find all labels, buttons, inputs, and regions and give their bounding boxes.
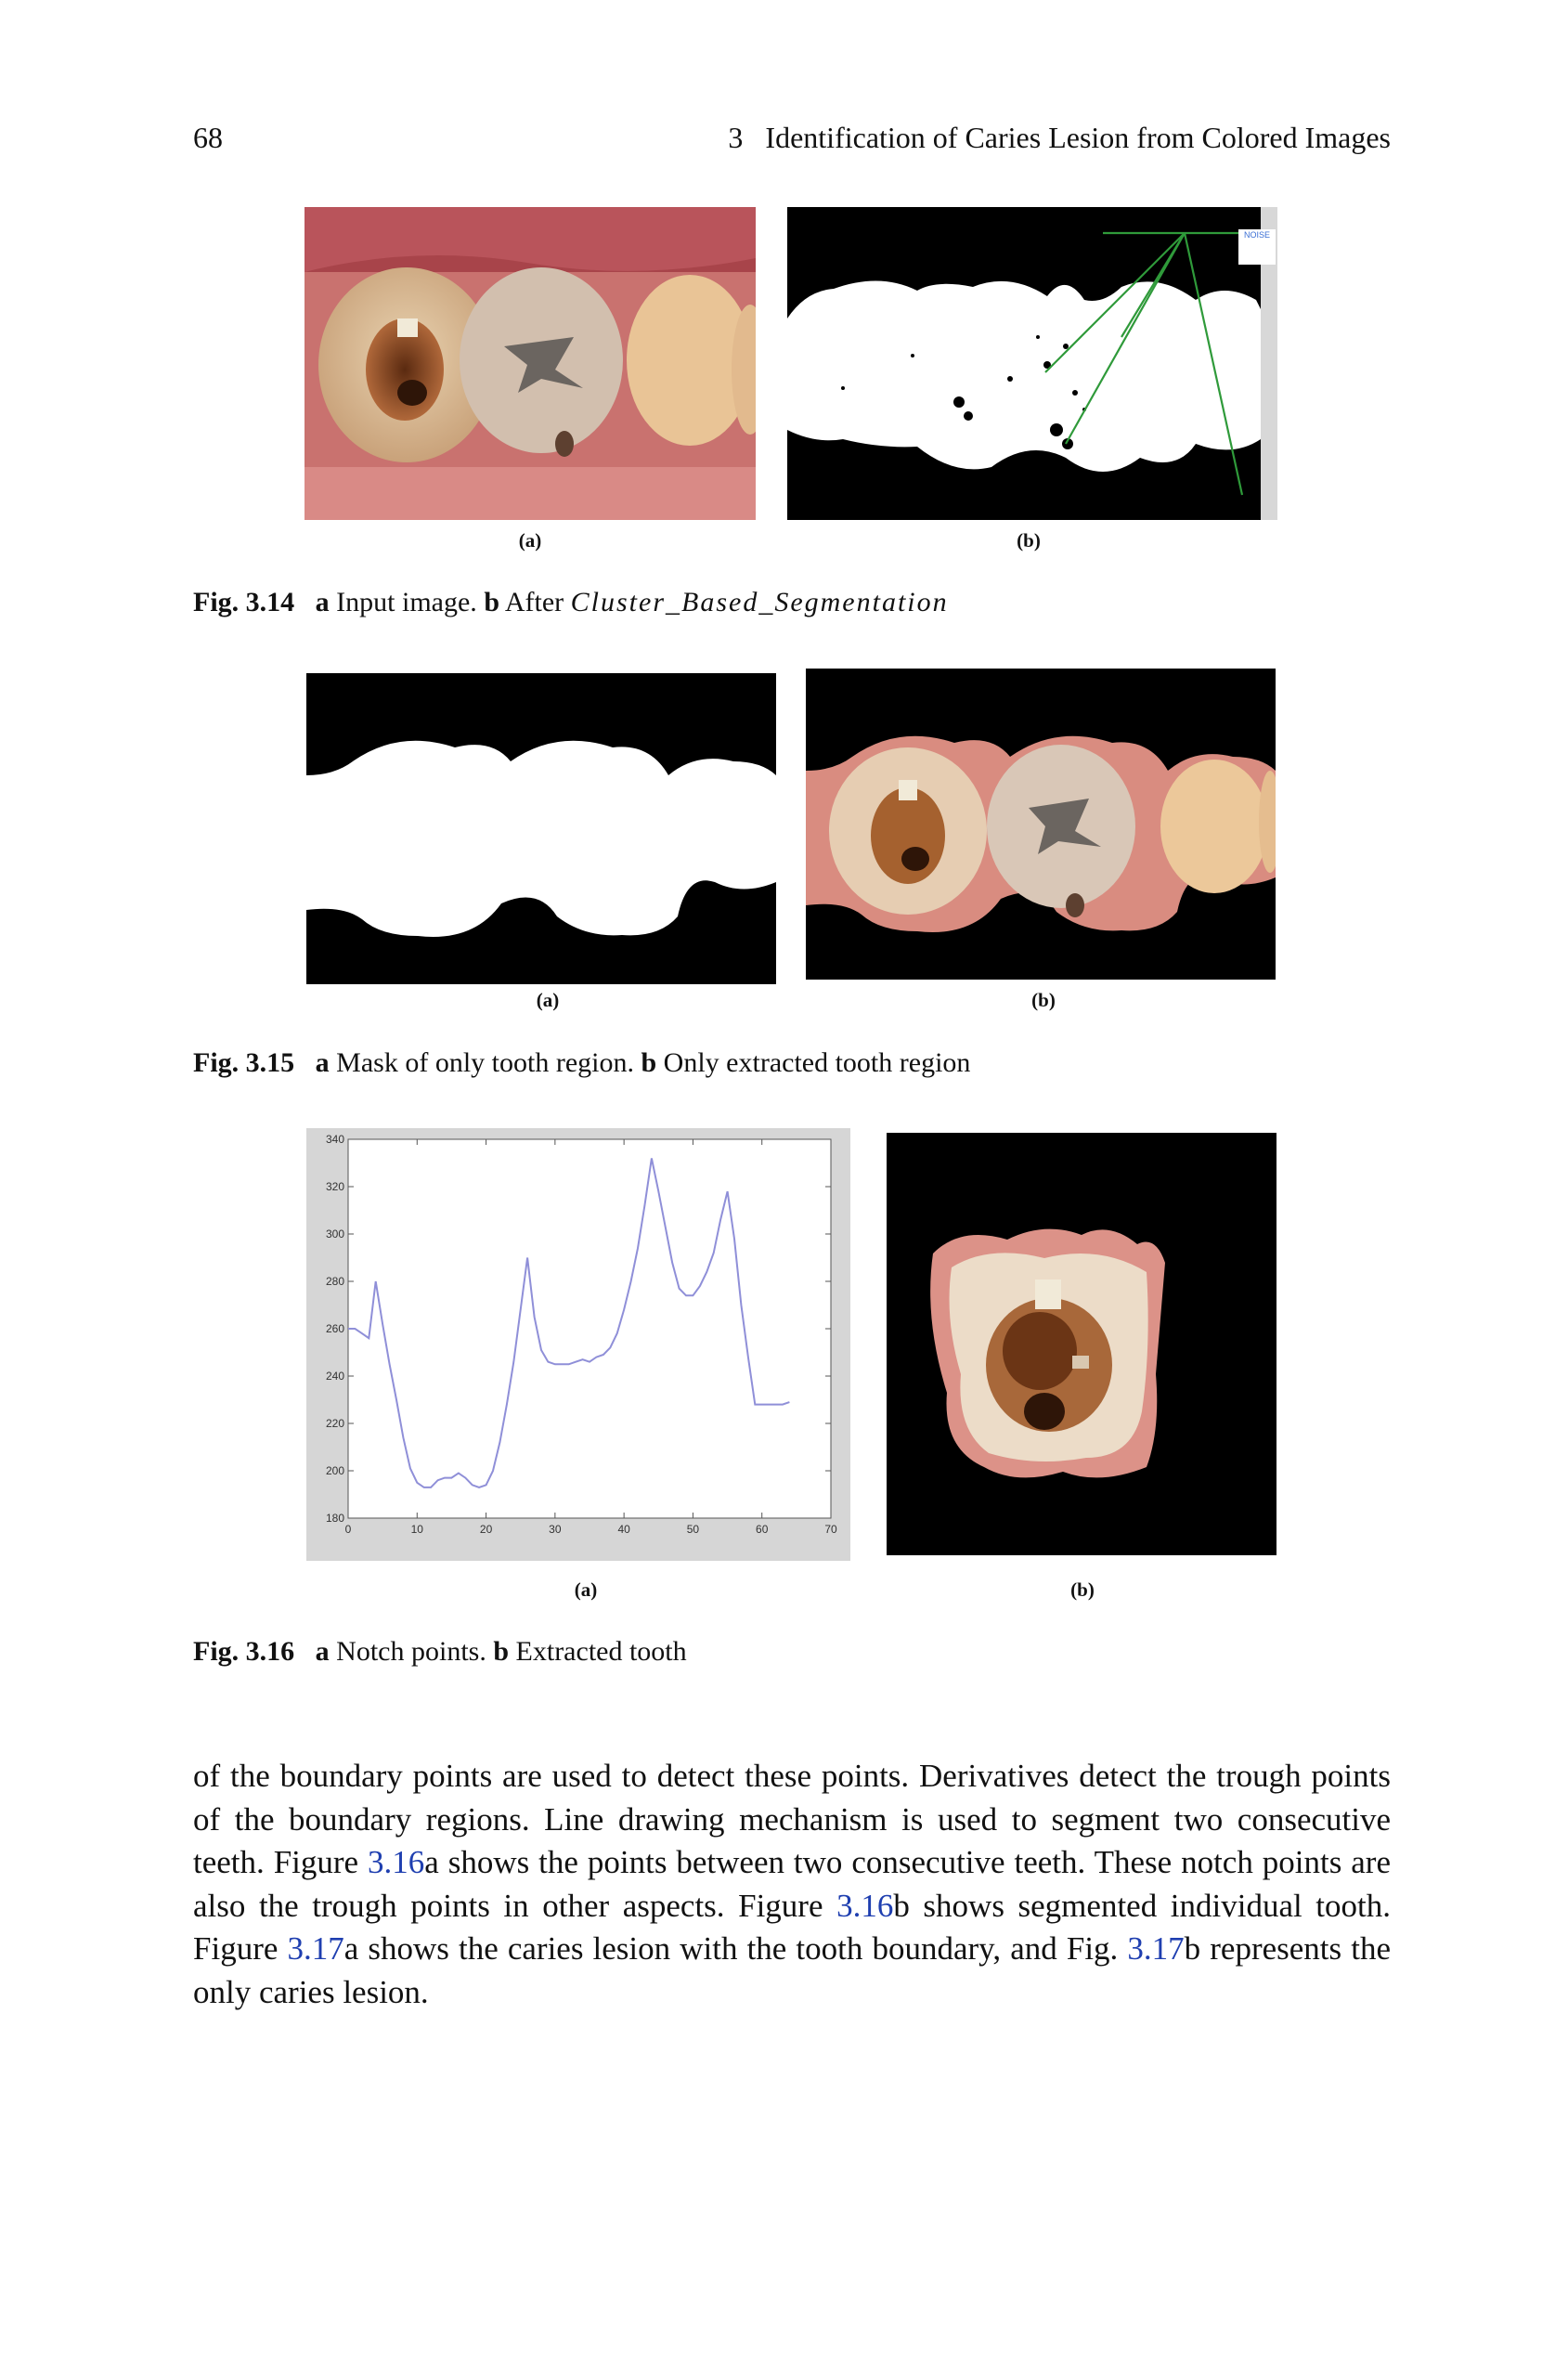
body-text-3: b shows segmented individual tooth. Figure xyxy=(193,1887,1391,1967)
fig315-caption-b-letter: b xyxy=(641,1047,657,1078)
fig314-caption-b-letter: b xyxy=(484,587,499,617)
page-number: 68 xyxy=(193,121,223,154)
body-text-1: of the boundary points are used to detect these points. Derivatives detect the trough points of the boundary regions. Line drawing mechanism is used to segment two consecutive teeth. Figure xyxy=(193,1758,1391,1880)
x-tick-label: 30 xyxy=(549,1523,562,1536)
y-tick-label: 300 xyxy=(325,1227,344,1240)
fig316-caption xyxy=(193,1636,687,1668)
fig314-caption-b: After xyxy=(504,587,564,617)
y-tick-label: 260 xyxy=(325,1322,344,1335)
fig316a-chart xyxy=(306,1128,850,1561)
fig316-caption-a-letter: a xyxy=(315,1636,330,1667)
fig315-sub-b: (b) xyxy=(1031,989,1056,1011)
body-paragraph xyxy=(193,1755,1391,2014)
fig314-caption-number: Fig. 3.14 xyxy=(193,587,295,617)
fig316-caption-number: Fig. 3.16 xyxy=(193,1636,295,1667)
noise-label: NOISE xyxy=(1243,230,1271,240)
fig315-caption-a-letter: a xyxy=(315,1047,330,1078)
fig314-sub-b: (b) xyxy=(1017,529,1041,552)
fig316-sub-b: (b) xyxy=(1070,1578,1095,1601)
body-text-2: a shows the points between two consecutive teeth. These notch points are also the trough points in other aspects. Figure xyxy=(193,1844,1391,1924)
x-tick-label: 40 xyxy=(617,1523,630,1536)
fig315-caption-number: Fig. 3.15 xyxy=(193,1047,295,1078)
fig314-caption-b-italic: Cluster_Based_Segmentation xyxy=(570,587,949,617)
x-tick-label: 70 xyxy=(824,1523,837,1536)
fig314a-input-image xyxy=(305,207,756,520)
fig315-sub-a: (a) xyxy=(536,989,560,1011)
y-tick-label: 340 xyxy=(325,1133,344,1146)
x-tick-label: 50 xyxy=(686,1523,700,1536)
body-text-4: a shows the caries lesion with the tooth boundary, and Fig. xyxy=(343,1930,1128,1967)
y-tick-label: 180 xyxy=(325,1512,344,1525)
x-tick-label: 60 xyxy=(756,1523,769,1536)
fig314-sub-a: (a) xyxy=(518,529,542,552)
x-tick-label: 0 xyxy=(344,1523,352,1536)
figure-ref-link[interactable]: 3.17 xyxy=(1127,1930,1185,1967)
fig314-caption xyxy=(193,587,949,618)
y-tick-label: 220 xyxy=(325,1417,344,1430)
fig315-caption-a: Mask of only tooth region. xyxy=(336,1047,634,1078)
y-tick-label: 320 xyxy=(325,1180,344,1193)
body-text-5: b represents the only caries lesion. xyxy=(193,1930,1391,2010)
x-tick-label: 20 xyxy=(479,1523,493,1536)
fig314-caption-a-letter: a xyxy=(315,587,330,617)
fig316b-extracted-tooth-image xyxy=(887,1133,1276,1555)
x-tick-label: 10 xyxy=(410,1523,423,1536)
figure-ref-link[interactable]: 3.16 xyxy=(368,1844,425,1880)
running-title: 3 Identification of Caries Lesion from Colored Images xyxy=(728,121,1391,154)
fig315-caption-b: Only extracted tooth region xyxy=(663,1047,971,1078)
fig316-caption-b-letter: b xyxy=(493,1636,510,1667)
figure-ref-link[interactable]: 3.16 xyxy=(836,1887,894,1924)
fig314-caption-a: Input image. xyxy=(336,587,477,617)
fig315-caption xyxy=(193,1047,970,1079)
y-tick-label: 200 xyxy=(325,1464,344,1477)
plot-area xyxy=(348,1139,831,1518)
fig315b-extracted-region-image xyxy=(806,669,1276,980)
fig316-caption-b: Extracted tooth xyxy=(515,1636,687,1667)
fig314b-segmentation-image xyxy=(787,207,1277,520)
fig315a-mask-image xyxy=(306,673,776,984)
figure-ref-link[interactable]: 3.17 xyxy=(287,1930,344,1967)
fig316-sub-a: (a) xyxy=(574,1578,598,1601)
fig316-caption-a: Notch points. xyxy=(336,1636,486,1667)
y-tick-label: 280 xyxy=(325,1275,344,1288)
y-tick-label: 240 xyxy=(325,1370,344,1383)
